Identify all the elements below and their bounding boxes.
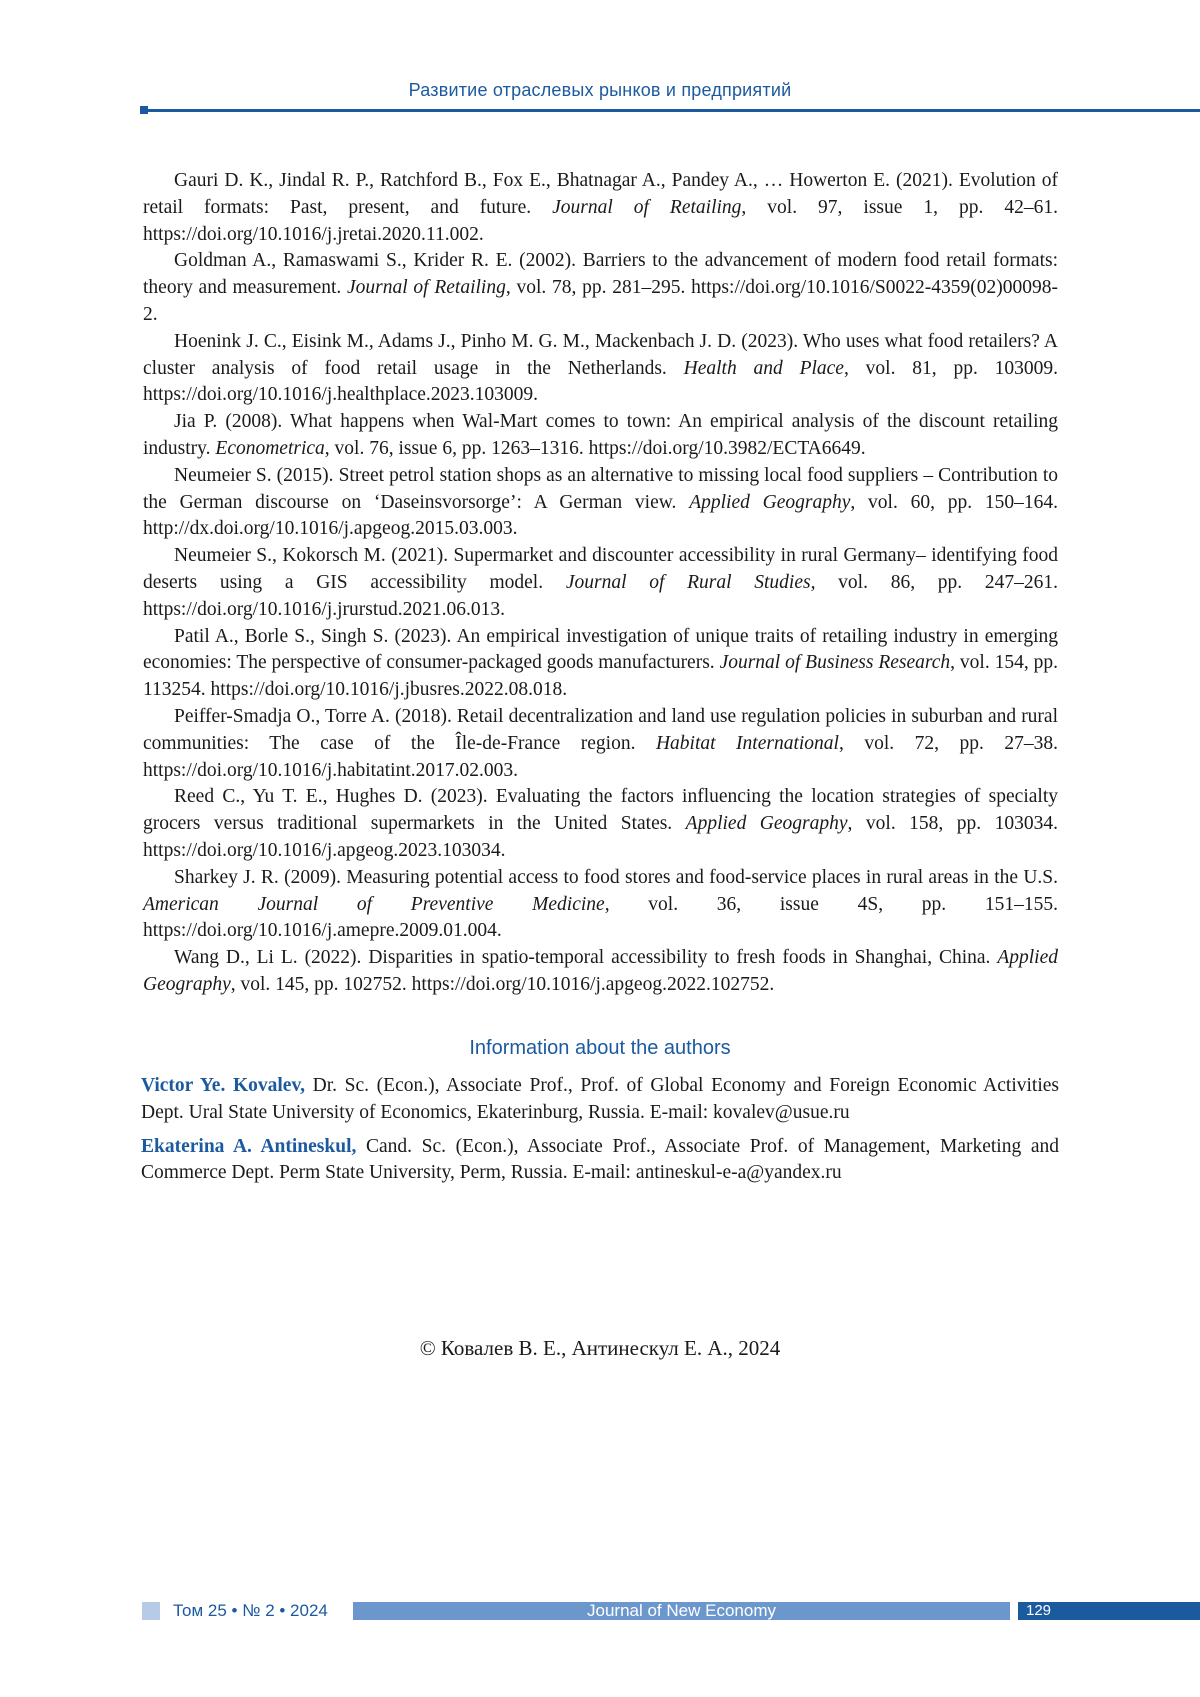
reference-item: Wang D., Li L. (2022). Disparities in spatio-temporal accessibility to fresh foods in Shanghai, China. Applied Geography, vol. 145, pp. 102752. https://doi.org/10.1016/j.apgeog.2022.102752. bbox=[143, 945, 1058, 999]
author-name: Ekaterina A. Antineskul, bbox=[141, 1136, 356, 1157]
reference-item: Goldman A., Ramaswami S., Krider R. E. (2002). Barriers to the advancement of modern food retail formats: theory and measurement. Journal of Retailing, vol. 78, pp. 281–295. https://doi.org/10.1016/S0022-4359(02)00098-2. bbox=[143, 248, 1058, 328]
reference-journal: Applied Geography bbox=[689, 492, 850, 513]
authors-section-title: Information about the authors bbox=[0, 1037, 1200, 1060]
reference-journal: Journal of Retailing bbox=[347, 277, 506, 298]
reference-journal: Journal of Retailing bbox=[552, 197, 741, 218]
page-number: 129 bbox=[1018, 1602, 1200, 1620]
page-footer bbox=[0, 1600, 1200, 1622]
reference-item: Reed C., Yu T. E., Hughes D. (2023). Evaluating the factors influencing the location strategies of specialty grocers versus traditional supermarkets in the United States. Applied Geography, vol. 158, pp. 103034. https://doi.org/10.1016/j.apgeog.2023.103034. bbox=[143, 784, 1058, 864]
reference-journal: Journal of Rural Studies, bbox=[566, 572, 816, 593]
header-rule bbox=[140, 109, 1200, 112]
reference-item: Sharkey J. R. (2009). Measuring potential access to food stores and food-service places in rural areas in the U.S. American Journal of Preventive Medicine, vol. 36, issue 4S, pp. 151–155. https://doi.org/10.1016/j.amepre.2009.01.004. bbox=[143, 865, 1058, 945]
reference-item: Neumeier S., Kokorsch M. (2021). Supermarket and discounter accessibility in rural Germany– identifying food deserts using a GIS accessibility model. Journal of Rural Studies, vol. 86, pp. 247–261. https://doi.org/10.1016/j.jrurstud.2021.06.013. bbox=[143, 543, 1058, 623]
reference-item: Neumeier S. (2015). Street petrol station shops as an alternative to missing local food suppliers – Contribution to the German discourse on ‘Daseinsvorsorge’: A German view. Applied Geography, vol. 60, pp. 150–164. http://dx.doi.org/10.1016/j.apgeog.2015.03.003. bbox=[143, 463, 1058, 543]
author-entry bbox=[141, 1073, 1059, 1127]
running-title: Развитие отраслевых рынков и предприятий bbox=[0, 80, 1200, 101]
author-entry bbox=[141, 1134, 1059, 1188]
reference-journal: American Journal of Preventive Medicine bbox=[143, 894, 605, 915]
reference-journal: Applied Geography bbox=[686, 813, 848, 834]
copyright-notice: © Ковалев В. Е., Антинескул Е. А., 2024 bbox=[0, 1336, 1200, 1361]
author-name: Victor Ye. Kovalev, bbox=[141, 1075, 305, 1096]
reference-journal: Econometrica bbox=[215, 438, 324, 459]
reference-list bbox=[143, 168, 1058, 999]
journal-name: Journal of New Economy bbox=[353, 1602, 1010, 1620]
reference-item: Jia P. (2008). What happens when Wal-Mart comes to town: An empirical analysis of the discount retailing industry. Econometrica, vol. 76, issue 6, pp. 1263–1316. https://doi.org/10.3982/ECTA6649. bbox=[143, 409, 1058, 463]
issue-info: Том 25 • № 2 • 2024 bbox=[173, 1601, 328, 1621]
reference-journal: Habitat International bbox=[656, 733, 839, 754]
reference-journal: Journal of Business Research bbox=[720, 652, 951, 673]
authors-info bbox=[141, 1073, 1059, 1194]
reference-item: Hoenink J. C., Eisink M., Adams J., Pinho M. G. M., Mackenbach J. D. (2023). Who uses what food retailers? A cluster analysis of food retail usage in the Netherlands. Health and Place, vol. 81, pp. 103009. https://doi.org/10.1016/j.healthplace.2023.103009. bbox=[143, 329, 1058, 409]
header-rule-marker bbox=[140, 106, 148, 114]
reference-journal: Applied Geography bbox=[143, 947, 1058, 995]
author-details: Cand. Sc. (Econ.), Associate Prof., Associate Prof. of Management, Marketing and Commerce Dept. Perm State University, Perm, Russia. E-mail: antineskul-e-a@yandex.ru bbox=[141, 1136, 1059, 1184]
reference-item: Peiffer-Smadja O., Torre A. (2018). Retail decentralization and land use regulation policies in suburban and rural communities: The case of the Île-de-France region. Habitat International, vol. 72, pp. 27–38. https://doi.org/10.1016/j.habitatint.2017.02.003. bbox=[143, 704, 1058, 784]
reference-item: Patil A., Borle S., Singh S. (2023). An empirical investigation of unique traits of retailing industry in emerging economies: The perspective of consumer-packaged goods manufacturers. Journal of Business Research, vol. 154, pp. 113254. https://doi.org/10.1016/j.jbusres.2022.08.018. bbox=[143, 624, 1058, 704]
reference-journal: Health and Place bbox=[684, 358, 844, 379]
footer-marker bbox=[142, 1602, 160, 1620]
reference-item: Gauri D. K., Jindal R. P., Ratchford B., Fox E., Bhatnagar A., Pandey A., … Howerton E. (2021). Evolution of retail formats: Past, present, and future. Journal of Retailing, vol. 97, issue 1, pp. 42–61. https://doi.org/10.1016/j.jretai.2020.11.002. bbox=[143, 168, 1058, 248]
author-details: Dr. Sc. (Econ.), Associate Prof., Prof. of Global Economy and Foreign Economic Activities Dept. Ural State University of Economics, Ekaterinburg, Russia. E-mail: kovalev@usue.ru bbox=[141, 1075, 1059, 1123]
